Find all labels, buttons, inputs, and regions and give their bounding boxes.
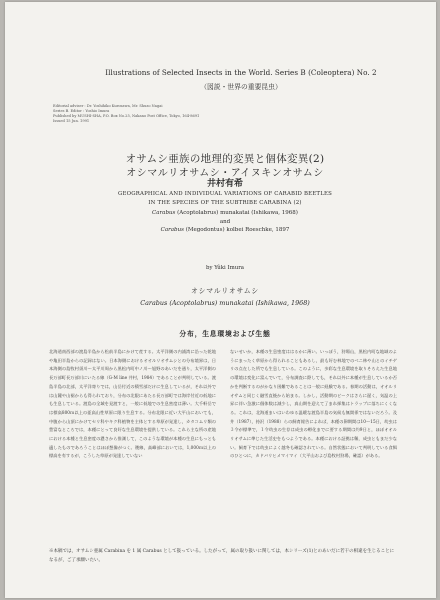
publisher-line: Published by MUSHI-SHA, P.O. Box No.25, Nakano Post Office, Tokyo, 164-8691 (53, 113, 200, 118)
series-title-japanese: （図説・世界の重要昆虫） (200, 83, 282, 91)
author-japanese: 井村有希 (206, 179, 243, 189)
subsection-genus: Carabus (140, 299, 168, 307)
english-title-line-2: IN THE SPECIES OF THE SUBTRIBE CARABINA (2) (148, 199, 302, 206)
species-1-genus: Carabus (152, 210, 176, 216)
species-2 (35, 226, 415, 235)
article-subtitle-japanese: オシマルリオサムシ・アイヌキンオサムシ (126, 168, 324, 179)
article-title-english (35, 190, 415, 207)
series-title: Illustrations of Selected Insects in the World. Series B (Coleoptera) No. 2 (105, 68, 377, 77)
species-2-genus: Carabus (160, 227, 184, 233)
and-text: and (219, 218, 231, 225)
section-heading: 分布，生息環境および生態 (179, 330, 271, 338)
document-page (5, 2, 436, 598)
series-editor-line: Series B. Editor : Yoshio Imura (53, 108, 110, 113)
species-1-rest: (Acoptolabrus) munakatai (Ishikawa, 1968) (177, 210, 298, 216)
body-column-right: ないせいか，本種の生息密度ははるかに薄い。いっぽう，狩場山，黒松内町な地域のようにまったく草原から得られることもあるし，最も好む林地でのベニ林や山とのイチゲリの点在した所でも生息している。このように，多彩な生息環境を取りそろえた生息地の環境は変化に富んでいて，分布調査に際しても，それ以外に本種が生息しているか否かを判断するのがかなり困難であることは一般に経験である。春期の活動は，オオルリオサムと同じく融雪直後から始まる。しかし，活動期のピークはさらに遅く，気温の上昇に伴い急激に個体数は減少し，真山期を迎えて了まれ採集はトラップに落ちにくくなる。これは，北海道まいはいわゆる温暖な渡島半島の気候も無関係ではないだろう。及井（1987），持沢（1988）らの飼育報告によれば，本種の卵期間は10～15日，幼虫は３令が標準で，１令幼虫の生存は成虫の孵化までに要する期間は約9日と，ほぼオオルリオサムに準じた生活史をもつようである。本種における証拠は稀，成虫ともまだ少ない。飼育下では幼虫によく越冬も確認されている。自然状態において判明している食餌のひとつに，カドバリヒメマイマイ（大平山および島牧村狩場，確認）がある。 (230, 350, 397, 460)
species-1 (35, 209, 415, 218)
body-column-left: 北海道南西部の渡島半島から松前半島にかけて産する。太平洋側の内浦湾に沿った乾地や亀田半島からの記録はない。日本海側におけるオオルリオサムシとの分布境界は，日本海側の島牧村須川～太平川周から黒松内町中ノ川～旭野のあいだを通り，太平洋側の長万部町長万部川にいたる線（G-M line 井村，1984）であることが判明している。渡島半島の北部，太平洋寄りでは，山岳付近の積雪部だけに生息しているが，それ以外では山麓や山裾からも得られており，分布の北限にあたる長万部町では海岸付近の低地にも生息している。渡島の全域を見渡すと，一般に低地での生息密度は薄い。大千軒岳では標高800ｍ以上の亜高山性草原に限り生息する。分布北限に近い大平山においても，中腹から山頂にかけてセリ科やキク科植物を主体とする草原が発達し，カタコムリ類の豊富なところでは，本種にとって良好な生息環境を提供している。これら主な所の産地における本種と生息密度の濃さから推測して，このような環境が本種の生息にもっとも適したものであろうことはほぼ想像がつく。稜線，高峰部においては，1,000ｍ以上の標高を有するが，こうした草原が発達していない (49, 350, 216, 460)
editorial-adviser-line: Editorial adviser : Dr. Yoshihiko Kurosawa, Mr. Shuzo Nagai (53, 104, 163, 108)
english-title-line-1: GEOGRAPHICAL AND INDIVIDUAL VARIATIONS OF CARABID BEETLES (117, 191, 332, 197)
species-list (35, 209, 415, 235)
species-2-rest: (Megodontus) kolbei Roeschke, 1897 (185, 227, 290, 233)
article-title-japanese: オサムシ亜族の地理的変異と個体変異(2) (125, 153, 325, 165)
issue-date-line: Issued 15 Jun. 1991 (53, 118, 90, 123)
byline-english: by Yûki Imura (206, 265, 244, 271)
subsection-species: (Acoptolabrus) munakatai (Ishikawa, 1968) (169, 299, 310, 307)
footnote: ※本稿では，オサムシ亜属 Carabina を 1 属 Carabus として扱っている。したがって，属の取り扱いに関しては，本シリーズ(1)とのあいだに若干の相違を生じることになるが，ご了承願いたい。 (49, 549, 395, 563)
subsection-title-latin (35, 299, 415, 307)
editorial-info (53, 104, 283, 124)
subsection-title-japanese: オシマルリオサムシ (191, 287, 259, 295)
